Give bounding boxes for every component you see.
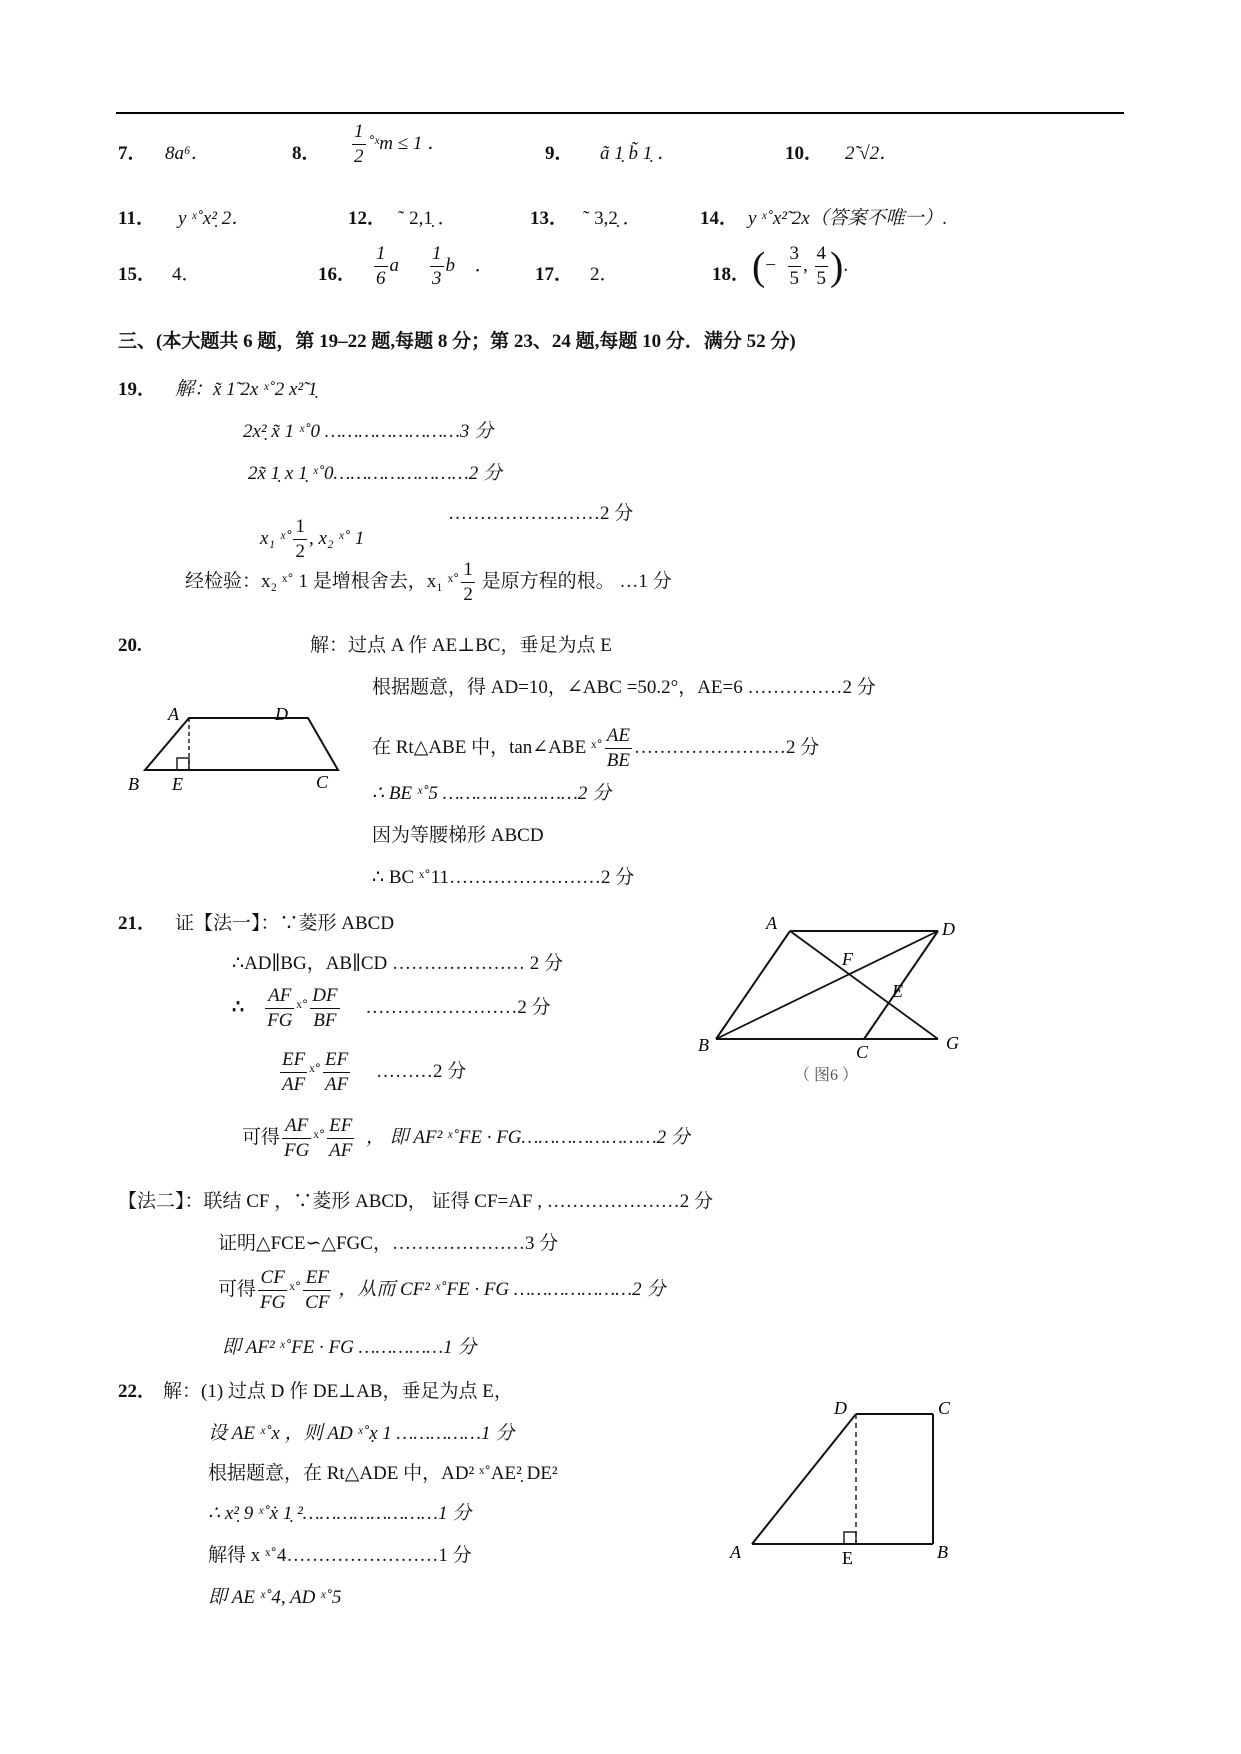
q16-fraction-1: $\frac{1}{6}$ xyxy=(376,243,386,289)
q16-answer: $\frac{1}{6}$ a⃗ $\frac{1}{3}$ b⃗ ． xyxy=(376,243,494,289)
q9-number: 9． xyxy=(545,143,574,164)
q19-line-4: ……………………2 分 xyxy=(448,503,634,524)
q21-number: 21． xyxy=(118,913,157,934)
q21-fraction-3: $\frac{EF}{AF}$ xyxy=(282,1049,306,1095)
q20-fraction: $\frac{AE}{BE}$ xyxy=(606,725,630,771)
q18-answer: (− $\frac{3}{5}$ , $\frac{4}{5}$ ). xyxy=(752,243,849,289)
label-D: D xyxy=(834,1398,847,1418)
q21-m2-line-1: 【法二】：联结 CF ，∵菱形 ABCD， 证得 CF=AF , …………………2 分 xyxy=(118,1191,714,1212)
q16-number: 16． xyxy=(318,264,357,285)
q19-line-1: 解：x̃ 1̃ 2x ˣ˚2 x²̃ 1̣ xyxy=(175,379,318,400)
q19-number: 19． xyxy=(118,379,157,400)
label-B: B xyxy=(937,1542,948,1562)
q15-number: 15． xyxy=(118,264,157,285)
q9-answer: ã 1̣ b̃ 1̣ ． xyxy=(600,143,677,164)
q11-answer: y ˣ˚x²̣ 2． xyxy=(178,208,251,229)
q17-answer: 2． xyxy=(590,264,619,285)
q17-number: 17． xyxy=(535,264,574,285)
q21-m2-line-3: 可得 $\frac{CF}{FG}$ ˣ˚ $\frac{EF}{CF}$ ，从而 CF² ˣ˚FE · FG …………………2 分 xyxy=(218,1267,666,1313)
q20-number: 20. xyxy=(118,635,142,656)
label-A: A xyxy=(730,1542,741,1562)
q11-number: 11． xyxy=(118,208,155,229)
q13-number: 13． xyxy=(530,208,569,229)
q20-line-1: 解：过点 A 作 AE⊥BC，垂足为点 E xyxy=(310,635,612,656)
q8-answer: $\frac{1}{2}$ ˚ˣm ≤ 1 ． xyxy=(354,121,447,167)
q22-line-4: ∴ x²̣ 9 ˣ˚ẋ 1̣ ²……………………1 分 xyxy=(208,1503,472,1524)
q8-fraction: $\frac{1}{2}$ xyxy=(354,121,364,167)
q18-number: 18． xyxy=(712,264,751,285)
q20-line-5: 因为等腰梯形 ABCD xyxy=(372,825,544,846)
q22-line-3: 根据题意，在 Rt△ADE 中，AD² ˣ˚AE²̣ DE² xyxy=(208,1463,558,1484)
q21-fraction-5: $\frac{AF}{FG}$ xyxy=(284,1115,310,1161)
q19-check-fraction: $\frac{1}{2}$ xyxy=(463,559,473,605)
q20-trapezoid-figure xyxy=(120,698,340,798)
q18-fraction-1: $\frac{3}{5}$ xyxy=(789,243,800,289)
q22-line-1: 解：(1) 过点 D 作 DE⊥AB，垂足为点 E， xyxy=(163,1381,513,1402)
q22-line-2: 设 AE ˣ˚x ，则 AD ˣ˚x̣ 1 ……………1 分 xyxy=(208,1423,515,1444)
q19-line-3: 2x̃ 1̣ x 1̣ ˣ˚0……………………2 分 xyxy=(248,463,502,484)
q7-number: 7． xyxy=(118,143,147,164)
q21-m2-line-2: 证明△FCE∽△FGC，…………………3 分 xyxy=(218,1233,559,1254)
q19-check: 经检验：x₂ ˣ˚ 1 是增根舍去，x₁ ˣ˚ $\frac{1}{2}$ 是原方程的根。 …1 分 xyxy=(185,559,672,605)
q21-m2-fraction-2: $\frac{EF}{CF}$ xyxy=(305,1267,330,1313)
label-C: C xyxy=(938,1398,951,1418)
q21-fraction-1: $\frac{AF}{FG}$ xyxy=(267,985,293,1031)
q22-line-6: 即 AE ˣ˚4, AD ˣ˚5 xyxy=(208,1587,342,1608)
label-G: G xyxy=(946,1033,959,1053)
q21-fraction-4: $\frac{EF}{AF}$ xyxy=(325,1049,349,1095)
q21-line-5: 可得 $\frac{AF}{FG}$ ˣ˚ $\frac{EF}{AF}$ ， 即 AF² ˣ˚FE · FG……………………2 分 xyxy=(242,1115,690,1161)
label-E: E xyxy=(172,774,183,794)
q22-number: 22． xyxy=(118,1381,157,1402)
q14-number: 14． xyxy=(700,208,739,229)
q19-roots: x₁ ˣ˚ $\frac{1}{2}$ , x₂ ˣ˚ 1 xyxy=(260,516,365,562)
label-D: D xyxy=(942,919,955,939)
q21-m2-fraction-1: $\frac{CF}{FG}$ xyxy=(260,1267,286,1313)
q14-answer: y ˣ˚x²̃ 2x（答案不唯一）. xyxy=(748,208,948,229)
label-E: E xyxy=(842,1548,853,1568)
label-C: C xyxy=(856,1042,869,1062)
q20-line-2: 根据题意，得 AD=10，∠ABC =50.2°，AE=6 ……………2 分 xyxy=(372,677,876,698)
q10-number: 10． xyxy=(785,143,824,164)
q7-answer: 8a⁶． xyxy=(165,143,210,164)
label-B: B xyxy=(698,1035,709,1055)
q15-answer: 4． xyxy=(172,264,201,285)
q19-line-2: 2x²̣ x̃ 1 ˣ˚0 ……………………3 分 xyxy=(243,421,494,442)
q13-answer: ˜ 3,2̣ ． xyxy=(583,208,642,229)
q18-fraction-2: $\frac{4}{5}$ xyxy=(816,243,827,289)
q21-fraction-6: $\frac{EF}{AF}$ xyxy=(329,1115,353,1161)
top-rule xyxy=(116,112,1124,114)
q22-line-5: 解得 x ˣ˚4……………………1 分 xyxy=(208,1545,472,1566)
label-F: F xyxy=(842,949,853,969)
q10-answer: 2̃ √2． xyxy=(845,143,899,164)
q19-roots-fraction: $\frac{1}{2}$ xyxy=(295,516,305,562)
q16-fraction-2: $\frac{1}{3}$ xyxy=(432,243,442,289)
q20-line-3: 在 Rt△ABE 中，tan∠ABE ˣ˚ $\frac{AE}{BE}$ ……………………2 分 xyxy=(372,725,820,771)
q21-line-2: ∴AD∥BG，AB∥CD ………………… 2 分 xyxy=(232,953,564,974)
q8-number: 8． xyxy=(292,143,321,164)
q21-line-1: 证【法一】：∵菱形 ABCD xyxy=(175,913,395,934)
q21-line-3: ∴ $\frac{AF}{FG}$ ˣ˚ $\frac{DF}{BF}$ ……………………2 分 xyxy=(232,985,551,1031)
q21-m2-line-4: 即 AF² ˣ˚FE · FG ……………1 分 xyxy=(222,1337,477,1358)
label-C: C xyxy=(316,772,329,792)
figure-caption: （ 图6 ） xyxy=(794,1067,859,1084)
label-E: E xyxy=(892,981,903,1001)
q20-line-4: ∴ BE ˣ˚5 ……………………2 分 xyxy=(372,783,612,804)
q12-answer: ˜ 2,1̣ ． xyxy=(398,208,457,229)
label-A: A xyxy=(168,704,179,724)
label-A: A xyxy=(766,915,777,933)
label-B: B xyxy=(128,774,139,794)
q21-line-4: $\frac{EF}{AF}$ ˣ˚ $\frac{EF}{AF}$ ………2 分 xyxy=(282,1049,467,1095)
q20-line-6: ∴ BC ˣ˚11……………………2 分 xyxy=(372,867,635,888)
q22-trapezoid-figure xyxy=(720,1392,970,1582)
section3-heading: 三、(本大题共 6 题，第 19–22 题,每题 8 分；第 23、24 题,每题 10 分．满分 52 分) xyxy=(118,331,796,352)
label-D: D xyxy=(275,704,288,724)
q21-fraction-2: $\frac{DF}{BF}$ xyxy=(312,985,338,1031)
q21-rhombus-figure xyxy=(696,915,976,1095)
q12-number: 12． xyxy=(348,208,387,229)
